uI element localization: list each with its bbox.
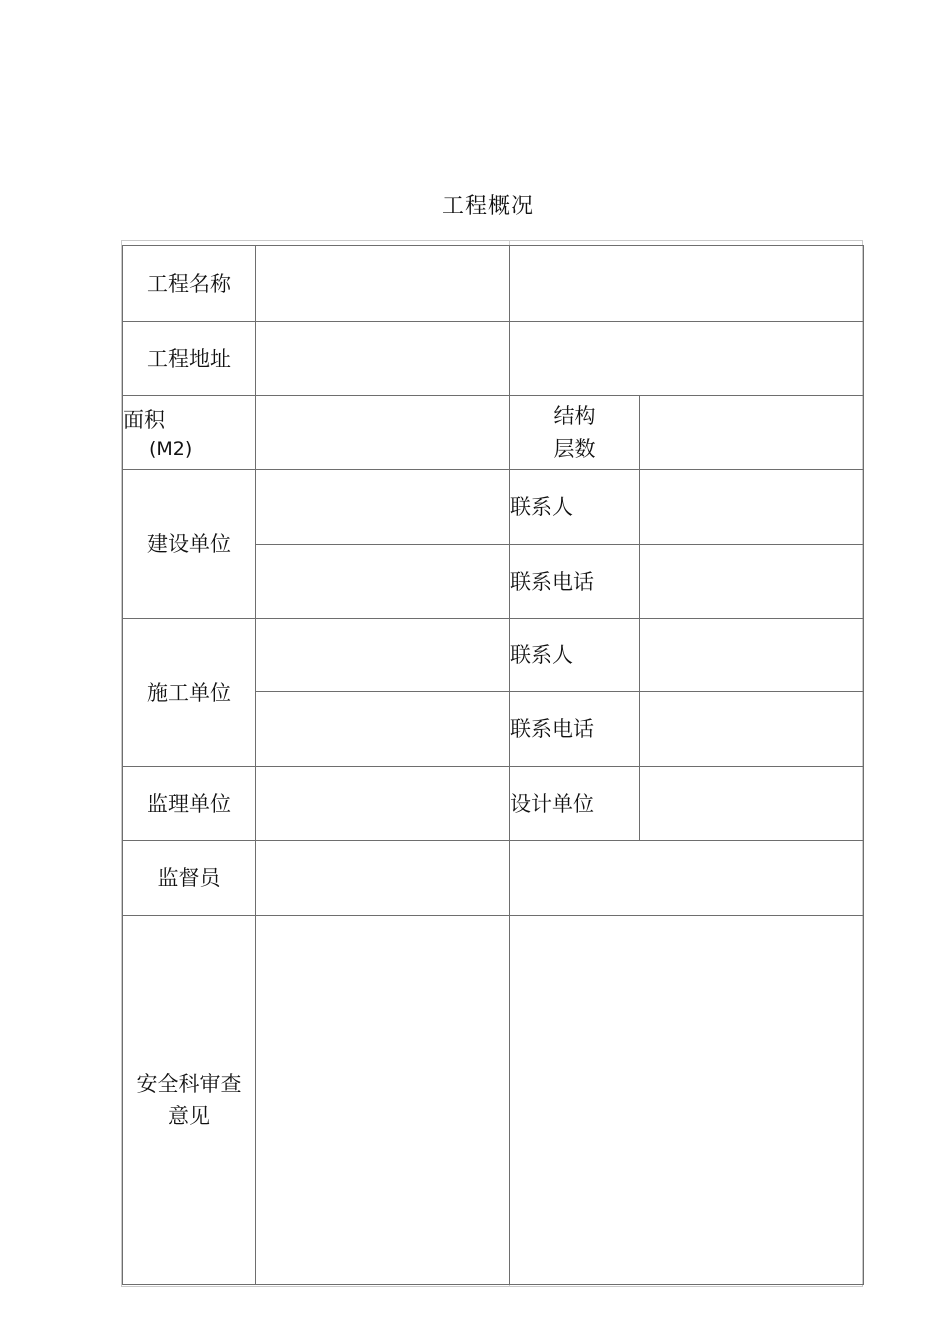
construction-unit-field-2[interactable] bbox=[256, 545, 510, 619]
inspector-label: 监督员 bbox=[123, 841, 256, 916]
structure-field[interactable] bbox=[640, 396, 864, 470]
project-address-field[interactable] bbox=[256, 322, 510, 396]
frame-top-rule bbox=[121, 240, 863, 241]
safety-review-field-extra[interactable] bbox=[510, 916, 864, 1285]
project-address-label: 工程地址 bbox=[123, 322, 256, 396]
project-name-label: 工程名称 bbox=[123, 246, 256, 322]
project-overview-table bbox=[122, 245, 864, 1285]
inspector-field[interactable] bbox=[256, 841, 510, 916]
row-inspector bbox=[123, 841, 864, 916]
construction-contact-label: 联系人 bbox=[510, 470, 640, 545]
row-builder-unit-1 bbox=[123, 619, 864, 692]
area-label-text: 面积 bbox=[123, 407, 165, 432]
project-address-field-extra[interactable] bbox=[510, 322, 864, 396]
construction-unit-label: 建设单位 bbox=[123, 470, 256, 619]
area-unit-text: (M2) bbox=[149, 437, 193, 460]
row-project-address bbox=[123, 322, 864, 396]
supervision-unit-label: 监理单位 bbox=[123, 767, 256, 841]
safety-review-field[interactable] bbox=[256, 916, 510, 1285]
builder-unit-label: 施工单位 bbox=[123, 619, 256, 767]
construction-unit-field-1[interactable] bbox=[256, 470, 510, 545]
construction-phone-field[interactable] bbox=[640, 545, 864, 619]
inspector-field-extra[interactable] bbox=[510, 841, 864, 916]
supervision-unit-field[interactable] bbox=[256, 767, 510, 841]
row-construction-unit-1 bbox=[123, 470, 864, 545]
builder-unit-field-1[interactable] bbox=[256, 619, 510, 692]
builder-phone-label: 联系电话 bbox=[510, 692, 640, 767]
row-project-name bbox=[123, 246, 864, 322]
builder-contact-field[interactable] bbox=[640, 619, 864, 692]
frame-bottom-rule bbox=[121, 1286, 863, 1287]
project-name-field-extra[interactable] bbox=[510, 246, 864, 322]
safety-review-label: 安全科审查意见 bbox=[123, 916, 256, 1285]
builder-phone-field[interactable] bbox=[640, 692, 864, 767]
row-safety-review bbox=[123, 916, 864, 1285]
construction-contact-field[interactable] bbox=[640, 470, 864, 545]
row-area-structure bbox=[123, 396, 864, 470]
page-title: 工程概况 bbox=[441, 194, 534, 219]
structure-label-line1: 结构 bbox=[553, 404, 596, 428]
builder-contact-label: 联系人 bbox=[510, 619, 640, 692]
construction-phone-label: 联系电话 bbox=[510, 545, 640, 619]
design-unit-label: 设计单位 bbox=[510, 767, 640, 841]
area-label bbox=[123, 396, 256, 470]
builder-unit-field-2[interactable] bbox=[256, 692, 510, 767]
structure-label bbox=[510, 396, 640, 470]
project-name-field[interactable] bbox=[256, 246, 510, 322]
row-supervision-design bbox=[123, 767, 864, 841]
design-unit-field[interactable] bbox=[640, 767, 864, 841]
area-field[interactable] bbox=[256, 396, 510, 470]
structure-label-line2: 层数 bbox=[553, 437, 596, 461]
